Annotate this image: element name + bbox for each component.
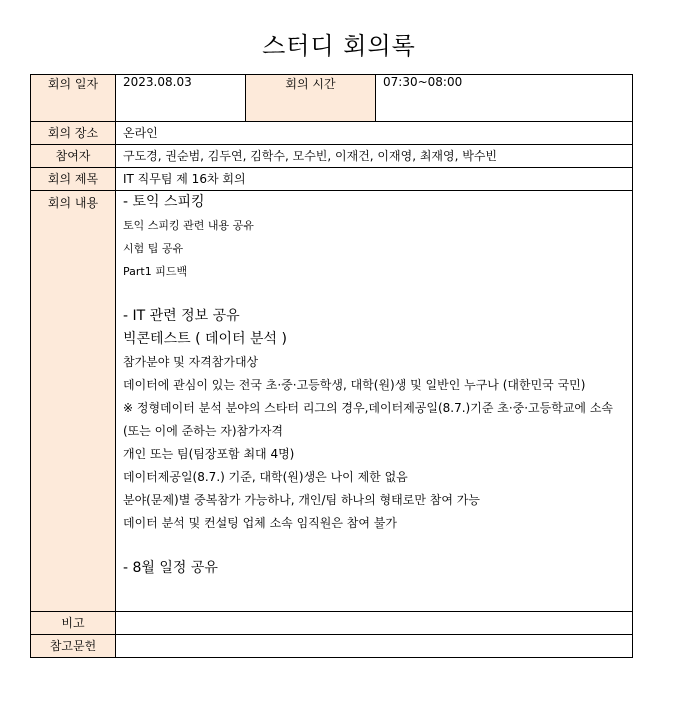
bigcontest-heading: 빅콘테스트 ( 데이터 분석 ) (123, 331, 287, 347)
attendees-row (31, 145, 633, 168)
bigcontest-line: 데이터 분석 및 컨설팅 업체 소속 임직원은 참여 불가 (123, 516, 397, 530)
it-heading: - IT 관련 정보 공유 (123, 308, 240, 324)
page-title: 스터디 회의록 (262, 32, 416, 60)
refs-label: 참고문헌 (31, 635, 116, 658)
notes-label: 비고 (31, 612, 116, 635)
place-row (31, 122, 633, 145)
minutes-table (30, 74, 633, 658)
subject-row (31, 168, 633, 191)
place-label: 회의 장소 (31, 122, 116, 145)
toeic-line: 토익 스피킹 관련 내용 공유 (123, 219, 254, 232)
content-row (31, 191, 633, 612)
bigcontest-line: 분야(문제)별 중복참가 가능하나, 개인/팀 하나의 형태로만 참여 가능 (123, 493, 480, 507)
bigcontest-line: 참가분야 및 자격참가대상 (123, 355, 259, 369)
attendees-value: 구도경, 권순범, 김두연, 김학수, 모수빈, 이재건, 이재영, 최재영, 박수빈 (116, 145, 633, 168)
place-value: 온라인 (116, 122, 633, 145)
date-label: 회의 일자 (31, 75, 116, 122)
notes-value (116, 612, 633, 635)
content-label: 회의 내용 (31, 191, 116, 612)
toeic-heading: - 토익 스피킹 (123, 194, 205, 210)
subject-label: 회의 제목 (31, 168, 116, 191)
spacer (123, 283, 625, 305)
time-label: 회의 시간 (246, 75, 376, 122)
toeic-line: Part1 피드백 (123, 265, 188, 278)
date-value: 2023.08.03 (116, 75, 246, 122)
attendees-label: 참여자 (31, 145, 116, 168)
date-time-row (31, 75, 633, 122)
schedule-heading: - 8월 일정 공유 (123, 560, 218, 576)
bigcontest-line: 개인 또는 팀(팀장포함 최대 4명) (123, 447, 295, 461)
time-value: 07:30~08:00 (376, 75, 633, 122)
bigcontest-line: 데이터에 관심이 있는 전국 초·중·고등학생, 대학(원)생 및 일반인 누구나 (대한민국 국민) (123, 378, 586, 392)
refs-value (116, 635, 633, 658)
bigcontest-line: 데이터제공일(8.7.) 기준, 대학(원)생은 나이 제한 없음 (123, 470, 408, 484)
content-cell (116, 191, 633, 612)
toeic-line: 시험 팁 공유 (123, 242, 184, 255)
refs-row (31, 635, 633, 658)
notes-row (31, 612, 633, 635)
bigcontest-line: ※ 정형데이터 분석 분야의 스타터 리그의 경우,데이터제공일(8.7.)기준 초·중·고등학교에 소속(또는 이에 준하는 자)참가자격 (123, 401, 613, 438)
spacer (123, 535, 625, 557)
subject-value: IT 직무팀 제 16차 회의 (116, 168, 633, 191)
